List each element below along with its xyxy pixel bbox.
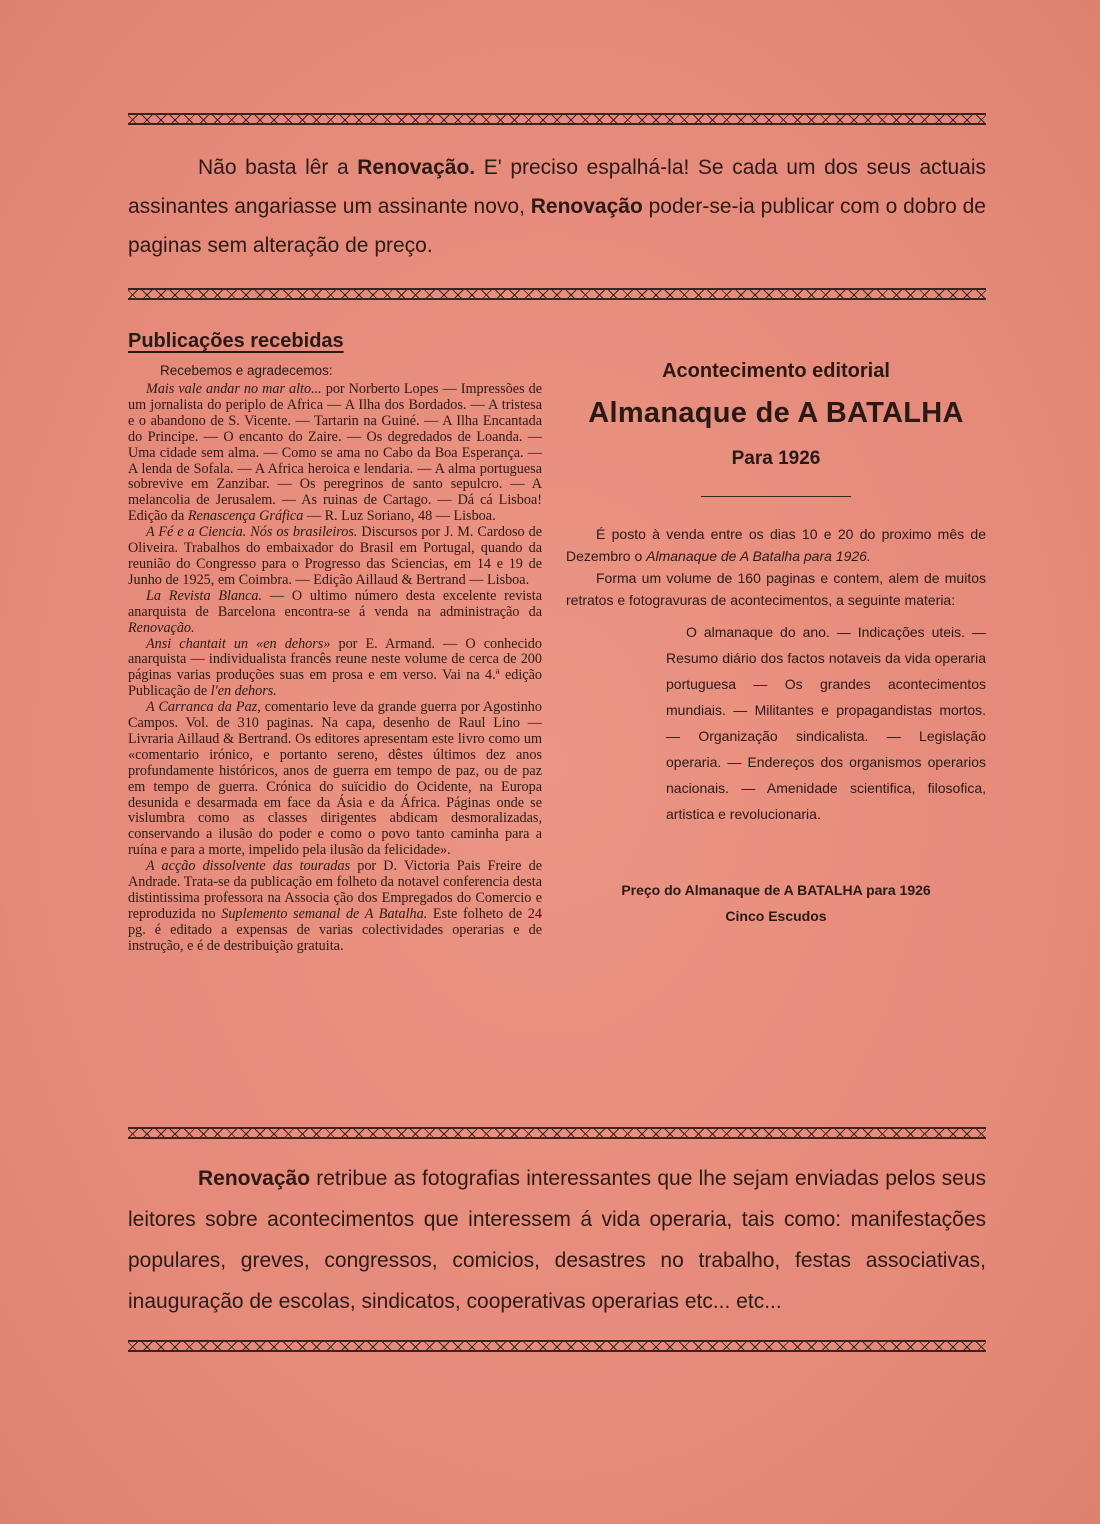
publication-title2: l'en dehors.: [210, 683, 277, 700]
publication-text: Discursos por J. M. Cardoso de Oliveira. Trabalhos do embaixador do Brasil em Portugal, quando da reunião do Congresso para o Progresso das Sciencias, em 14 e 19 de Junho de 1925, em Coimbra. — Edição Aillaud & Bertrand — Lisboa.: [128, 524, 543, 588]
almanac-paragraph-2: Forma um volume de 160 paginas e contem, alem de muitos retratos e fotogravuras de acontecimentos, a seguinte materia:: [566, 570, 986, 608]
publication-text: por D. Victoria Pais Freire de Andrade. Trata-se da publicação em folheto da notavel conferencia desta distintissima professora na Associa ção dos Empregados do Comercio e reproduzida no: [128, 858, 542, 922]
almanac-title: Almanaque de A BATALHA: [588, 397, 964, 429]
almanac-p1-text: É posto à venda entre os dias 10 e 20 do proximo mês de Dezembro o: [566, 526, 986, 564]
top-notice-text-2: E' preciso espalhá-la! Se cada um dos seus actuais assinantes angariasse um assinante novo,: [128, 156, 986, 218]
publication-title: Ansi chantait un «en dehors»: [146, 635, 331, 652]
publication-text: por E. Armand. — O conhecido anarquista — individualista francês reune neste volume de cerca de 200 páginas varias produções suas em prosa e em verso. Vai na 4.ª edição Publicação de: [128, 635, 542, 700]
top-notice-text-3: poder-se-ia publicar com o dobro de paginas sem alteração de preço.: [128, 195, 986, 257]
publication-title: La Revista Blanca.: [146, 587, 263, 604]
publication-title2: Suplemento semanal de A Batalha.: [221, 905, 428, 922]
publication-entry: [128, 859, 542, 954]
publication-text: por Norberto Lopes — Impressões de um jornalista do periplo de Africa — A Ilha dos Bordados. — A tristesa e o abandono de S. Vicente. — Tartarin na Guiné. — A Ilha Encantada do Principe. — O encanto do Zaire. — Os degredados de Loanda. — Uma cidade sem alma. — Como se ama no Cabo da Boa Esperança. — A lenda de Sofala. — A Africa heroica e lendaria. — A alma portuguesa sobrevive em Zanzibar. — Os peregrinos de santo sepulcro. — A melancolia de Jerusalem. — As ruinas de Cartago. — Dá cá Lisboa! Edição da: [128, 381, 542, 525]
almanac-price-line: Preço do Almanaque de A BATALHA para 1926: [621, 882, 931, 898]
almanac-contents: [666, 619, 986, 827]
renovacao-name: Renovação: [530, 195, 643, 218]
publication-entry: [128, 637, 542, 701]
almanac-announcement: [566, 360, 986, 929]
bottom-notice: [128, 1158, 986, 1322]
publication-title: A Fé e a Ciencia. Nós os brasileiros.: [146, 524, 358, 541]
publication-entry: [128, 700, 542, 859]
almanac-kicker: Acontecimento editorial: [662, 360, 890, 382]
publication-text2: — R. Luz Soriano, 48 — Lisboa.: [303, 508, 496, 525]
publication-title: A Carranca da Paz,: [146, 699, 261, 716]
almanac-price: [566, 877, 986, 929]
publications-list: [128, 382, 542, 955]
publication-title: Mais vale andar no mar alto...: [146, 381, 322, 397]
almanac-year: Para 1926: [731, 448, 821, 469]
publication-text: comentario leve da grande guerra por Agostinho Campos. Vol. de 310 paginas. Na capa, desenho de Raul Lino — Livraria Aillaud & Bertrand. Os editores apresentam este livro como um «comentario irónico, e portanto sereno, dêstes últimos dez anos profundamente históricos, anos de guerra em tempo de paz, ou de paz em tempo de guerra. Crónica do suïcidio do Ocidente, na Europa desunida e desarmada em face da Ásia e da África. Páginas onde se vislumbra como as classes dirigentes abdicam desmoralizadas, conservando a ilusão do poder e como o povo tanto caminha para a ruína e para a morte, impelido pela ilusão da felicidade».: [128, 699, 542, 859]
divider: [701, 496, 851, 497]
publication-title: A acção dissolvente das touradas: [146, 858, 351, 875]
publications-intro: Recebemos e agradecemos:: [160, 363, 333, 378]
publication-entry: [128, 382, 542, 525]
renovacao-name: Renovação: [198, 1167, 311, 1190]
renovacao-name: Renovação.: [357, 156, 476, 179]
publication-entry: [128, 525, 542, 589]
publications-column: [128, 330, 542, 955]
decorative-border-top: [128, 113, 986, 125]
publication-title2: Renascença Gráfica: [187, 508, 304, 525]
publication-text2: Este folheto de 24 pg. é editado a expensas de varias colectividades operarias e de instrução, e é de destribuição gratuita.: [128, 905, 542, 954]
publication-title2: Renovação.: [128, 619, 195, 636]
publication-entry: [128, 589, 542, 637]
bottom-notice-text: retribue as fotografias interessantes que lhe sejam enviadas pelos seus leitores sobre acontecimentos que interessem á vida operaria, tais como: manifestações populares, greves, congressos, comicios, desastres no trabalho, festas associativas, inauguração de escolas, sindicatos, cooperativas operarias etc... etc...: [128, 1167, 986, 1313]
decorative-border-3: [128, 1127, 986, 1139]
decorative-border-bottom: [128, 1340, 986, 1352]
publication-text: — O ultimo número desta excelente revista anarquista de Barcelona encontra-se á venda na administração da: [128, 587, 542, 620]
top-notice: [128, 148, 986, 265]
publications-heading: Publicações recebidas: [128, 330, 344, 352]
almanac-p1-title: Almanaque de A Batalha para 1926.: [646, 548, 871, 564]
almanac-price-value: Cinco Escudos: [725, 908, 827, 924]
decorative-border-2: [128, 288, 986, 300]
almanac-contents-text: O almanaque do ano. — Indicações uteis. — Resumo diário dos factos notaveis da vida operaria portuguesa — Os grandes acontecimentos mundiais. — Militantes e propagandistas mortos. — Organização sindicalista. — Legislação operaria. — Endereços dos organismos operarios nacionais. — Amenidade scientifica, filosofica, artistica e revolucionaria.: [666, 624, 986, 822]
almanac-body: [566, 523, 986, 611]
almanac-paragraph-1: [566, 523, 986, 567]
top-notice-text-1: Não basta lêr a: [198, 156, 358, 179]
